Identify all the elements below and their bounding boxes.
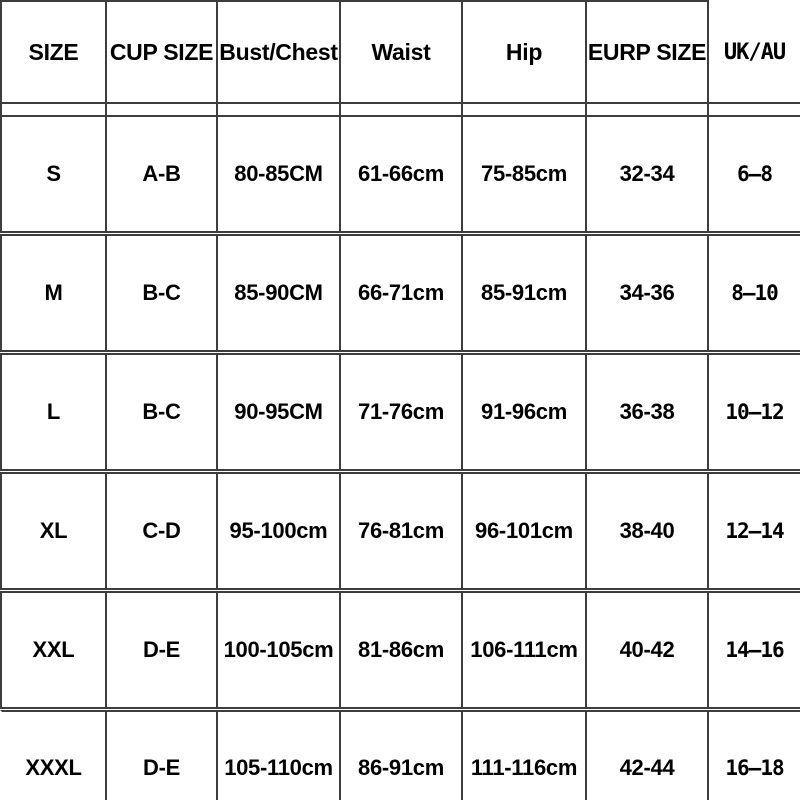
table-row-s [0, 115, 800, 233]
cell-hip: 96-101cm [463, 474, 587, 588]
cell-hip: 106-111cm [463, 593, 587, 707]
cell-cup-size: A-B [107, 117, 218, 231]
column-header-eurp-size: EURP SIZE [587, 0, 709, 102]
table-row-l [0, 353, 800, 471]
cell-bust: 85-90CM [218, 236, 341, 350]
divider-segment [107, 104, 218, 115]
cell-size: XL [2, 474, 107, 588]
cell-eurp-size: 42-44 [587, 712, 709, 800]
cell-cup-size: B-C [107, 355, 218, 469]
cell-waist: 66-71cm [341, 236, 463, 350]
cell-hip: 91-96cm [463, 355, 587, 469]
cell-eurp-size: 32-34 [587, 117, 709, 231]
divider-segment [341, 104, 463, 115]
cell-eurp-size: 40-42 [587, 593, 709, 707]
cell-eurp-size: 38-40 [587, 474, 709, 588]
cell-cup-size: C-D [107, 474, 218, 588]
divider-segment [2, 104, 107, 115]
cell-uk-au: 8–10 [731, 281, 778, 305]
column-header-waist: Waist [341, 0, 463, 102]
cell-cup-size: D-E [107, 712, 218, 800]
header-row [0, 0, 800, 104]
header-divider-gap [0, 104, 800, 115]
table-row-xxl [0, 591, 800, 709]
cell-bust: 90-95CM [218, 355, 341, 469]
divider-segment [218, 104, 341, 115]
cell-hip: 85-91cm [463, 236, 587, 350]
cell-hip: 75-85cm [463, 117, 587, 231]
table-row-xl [0, 472, 800, 590]
cell-uk-au: 10–12 [725, 400, 784, 424]
column-header-bust-chest: Bust/Chest [218, 0, 341, 102]
cell-eurp-size: 34-36 [587, 236, 709, 350]
table-row-m [0, 234, 800, 352]
cell-size: L [2, 355, 107, 469]
cell-hip: 111-116cm [463, 712, 587, 800]
divider-segment [587, 104, 709, 115]
table-row-xxxl [0, 710, 800, 800]
cell-bust: 105-110cm [218, 712, 341, 800]
column-header-cup-size: CUP SIZE [107, 0, 218, 102]
divider-segment [463, 104, 587, 115]
cell-uk-au: 14–16 [725, 638, 784, 662]
cell-bust: 95-100cm [218, 474, 341, 588]
column-header-uk-au: UK/AU [723, 39, 786, 65]
cell-waist: 61-66cm [341, 117, 463, 231]
cell-uk-au: 6–8 [737, 162, 772, 186]
cell-size: XXXL [2, 712, 107, 800]
cell-bust: 80-85CM [218, 117, 341, 231]
cell-cup-size: B-C [107, 236, 218, 350]
cell-uk-au: 12–14 [725, 519, 784, 543]
divider-segment [709, 104, 800, 115]
cell-waist: 81-86cm [341, 593, 463, 707]
cell-cup-size: D-E [107, 593, 218, 707]
column-header-size: SIZE [2, 0, 107, 102]
column-header-hip: Hip [463, 0, 587, 102]
cell-bust: 100-105cm [218, 593, 341, 707]
cell-size: XXL [2, 593, 107, 707]
cell-waist: 76-81cm [341, 474, 463, 588]
cell-size: M [2, 236, 107, 350]
cell-eurp-size: 36-38 [587, 355, 709, 469]
cell-waist: 71-76cm [341, 355, 463, 469]
cell-uk-au: 16–18 [725, 756, 784, 780]
cell-size: S [2, 117, 107, 231]
cell-waist: 86-91cm [341, 712, 463, 800]
